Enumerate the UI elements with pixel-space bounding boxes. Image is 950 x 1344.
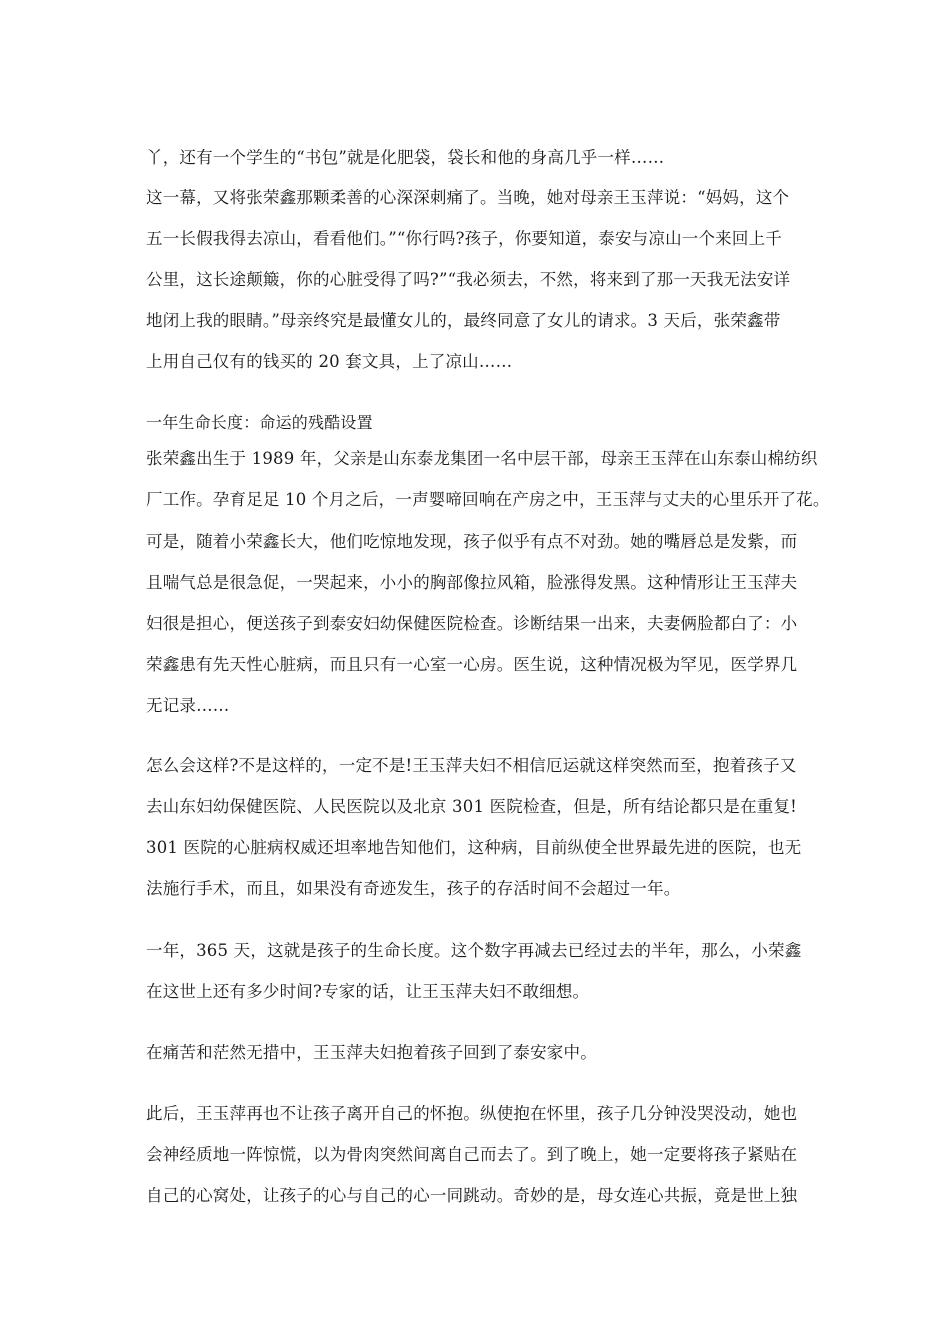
paragraph-line: 法施行手术，而且，如果没有奇迹发生，孩子的存活时间不会超过一年。	[146, 879, 681, 898]
paragraph-line: 无记录……	[146, 696, 230, 715]
paragraph-line: 这一幕，又将张荣鑫那颗柔善的心深深刺痛了。当晚，她对母亲王玉萍说：“妈妈，这个	[146, 188, 790, 207]
paragraph-line: 一年，365 天，这就是孩子的生命长度。这个数字再减去已经过去的半年，那么，小荣鑫	[146, 941, 802, 960]
paragraph-line: 张荣鑫出生于 1989 年，父亲是山东泰龙集团一名中层干部，母亲王玉萍在山东泰山棉纺织	[146, 449, 818, 468]
section-heading: 一年生命长度：命运的残酷设置	[146, 413, 373, 432]
paragraph-line: 上用自己仅有的钱买的 20 套文具，上了凉山……	[146, 352, 513, 371]
paragraph-line: 自己的心窝处，让孩子的心与自己的心一同跳动。奇妙的是，母女连心共振，竟是世上独	[146, 1186, 798, 1205]
paragraph-line: 妇很是担心，便送孩子到泰安妇幼保健医院检查。诊断结果一出来，夫妻俩脸都白了：小	[146, 614, 798, 633]
paragraph-line: 301 医院的心脏病权威还坦率地告知他们，这种病，目前纵使全世界最先进的医院，也无	[146, 838, 802, 857]
paragraph-line: 可是，随着小荣鑫长大，他们吃惊地发现，孩子似乎有点不对劲。她的嘴唇总是发紫，而	[146, 532, 798, 551]
paragraph-line: 荣鑫患有先天性心脏病，而且只有一心室一心房。医生说，这种情况极为罕见，医学界几	[146, 655, 798, 674]
paragraph-line: 怎么会这样?不是这样的，一定不是!王玉萍夫妇不相信厄运就这样突然而至，抱着孩子又	[146, 756, 797, 775]
paragraph-line: 去山东妇幼保健医院、人民医院以及北京 301 医院检查，但是，所有结论都只是在重复!	[146, 797, 798, 816]
paragraph-line: 五一长假我得去凉山，看看他们。”“你行吗?孩子，你要知道，泰安与凉山一个来回上千	[146, 229, 782, 248]
paragraph-line: 厂工作。孕育足足 10 个月之后，一声婴啼回响在产房之中，王玉萍与丈夫的心里乐开了花。	[146, 490, 830, 509]
paragraph-line: 在痛苦和茫然无措中，王玉萍夫妇抱着孩子回到了泰安家中。	[146, 1043, 597, 1062]
paragraph-line: 此后，王玉萍再也不让孩子离开自己的怀抱。纵使抱在怀里，孩子几分钟没哭没动，她也	[146, 1104, 798, 1123]
paragraph-line: 会神经质地一阵惊慌，以为骨肉突然间离自己而去了。到了晚上，她一定要将孩子紧贴在	[146, 1145, 798, 1164]
paragraph-line: 在这世上还有多少时间?专家的话，让王玉萍夫妇不敢细想。	[146, 982, 590, 1001]
paragraph-line: 且喘气总是很急促，一哭起来，小小的胸部像拉风箱，脸涨得发黑。这种情形让王玉萍夫	[146, 573, 798, 592]
paragraph-line: 地闭上我的眼睛。”母亲终究是最懂女儿的，最终同意了女儿的请求。3 天后，张荣鑫带	[146, 311, 781, 330]
paragraph-line: 公里，这长途颠簸，你的心脏受得了吗?”“我必须去，不然，将来到了那一天我无法安详	[146, 270, 791, 289]
paragraph-line: 丫，还有一个学生的“书包”就是化肥袋，袋长和他的身高几乎一样……	[146, 148, 665, 167]
